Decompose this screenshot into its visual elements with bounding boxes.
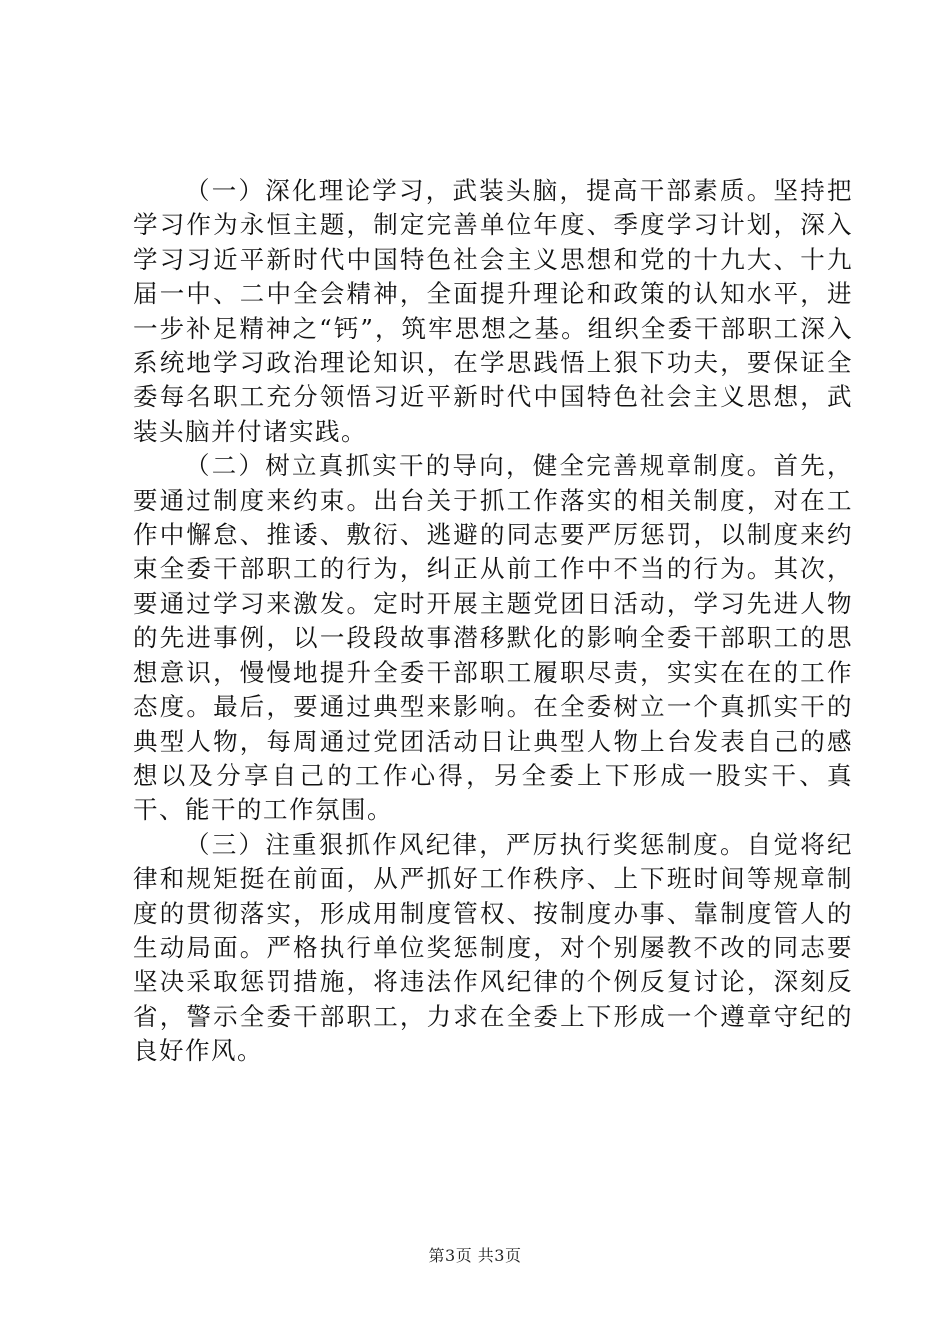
paragraph-theory-study: （一）深化理论学习，武装头脑，提高干部素质。坚持把学习作为永恒主题，制定完善单位年度、季度学习计划，深入学习习近平新时代中国特色社会主义思想和党的十九大、十九届一中、二中全会精神，全面提升理论和政策的认知水平，进一步补足精神之“钙”，筑牢思想之基。组织全委干部职工深入系统地学习政治理论知识，在学思践悟上狠下功夫，要保证全委每名职工充分领悟习近平新时代中国特色社会主义思想，武装头脑并付诸实践。 <box>133 176 853 446</box>
paragraph-rules-system: （二）树立真抓实干的导向，健全完善规章制度。首先，要通过制度来约束。出台关于抓工作落实的相关制度，对在工作中懈怠、推诿、敷衍、逃避的同志要严厉惩罚，以制度来约束全委干部职工的行为，纠正从前工作中不当的行为。其次，要通过学习来激发。定时开展主题党团日活动，学习先进人物的先进事例，以一段段故事潜移默化的影响全委干部职工的思想意识，慢慢地提升全委干部职工履职尽责，实实在在的工作态度。最后，要通过典型来影响。在全委树立一个真抓实干的典型人物，每周通过党团活动日让典型人物上台发表自己的感想以及分享自己的工作心得，另全委上下形成一股实干、真干、能干的工作氛围。 <box>133 451 853 825</box>
page-number-footer: 第3页 共3页 <box>428 1246 522 1265</box>
document-body <box>133 174 853 1069</box>
paragraph-discipline: （三）注重狠抓作风纪律，严厉执行奖惩制度。自觉将纪律和规矩挺在前面，从严抓好工作秩序、上下班时间等规章制度的贯彻落实，形成用制度管权、按制度办事、靠制度管人的生动局面。严格执行单位奖惩制度，对个别屡教不改的同志要坚决采取惩罚措施，将违法作风纪律的个例反复讨论，深刻反省，警示全委干部职工，力求在全委上下形成一个遵章守纪的良好作风。 <box>133 829 853 1066</box>
